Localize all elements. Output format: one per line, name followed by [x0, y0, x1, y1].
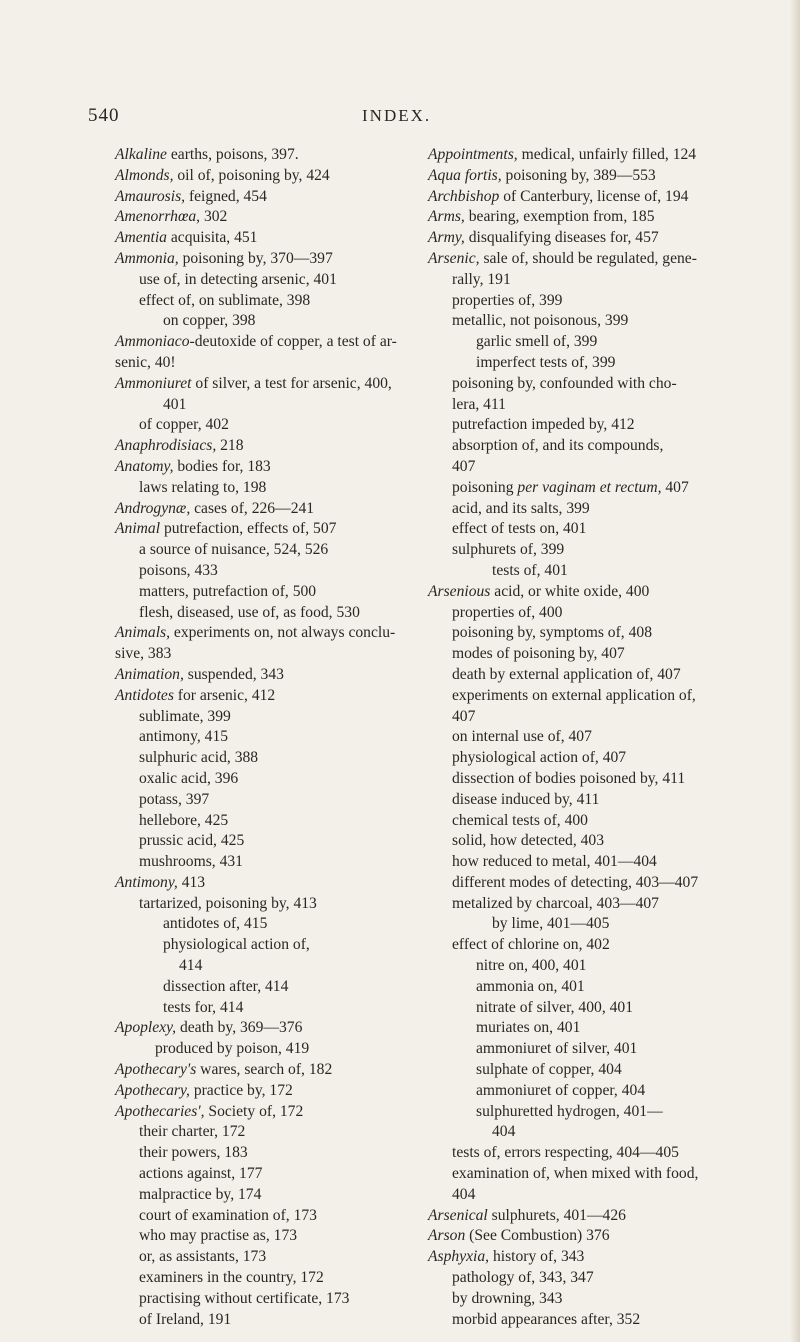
index-entry-text: effect of tests on, 401	[452, 520, 587, 538]
index-column-right	[428, 145, 753, 1330]
index-entry	[115, 1102, 415, 1123]
page-number: 540	[88, 105, 120, 126]
index-entry	[428, 1143, 753, 1164]
index-entry	[115, 790, 415, 811]
index-entry	[115, 457, 415, 478]
index-entry-text: chemical tests of, 400	[452, 811, 588, 829]
index-entry	[115, 374, 415, 395]
index-entry-text: poisoning by, confounded with cho-	[452, 374, 677, 392]
index-entry	[115, 1122, 415, 1143]
index-entry	[115, 353, 415, 374]
index-entry	[115, 1060, 415, 1081]
index-headword: Arsenic,	[428, 249, 480, 267]
index-entry-text: 302	[200, 208, 228, 226]
index-entry-text: potass, 397	[139, 790, 210, 808]
index-entry	[428, 623, 753, 644]
index-entry	[115, 207, 415, 228]
index-entry-text: sulphurets, 401—426	[487, 1206, 626, 1224]
index-headword: Alkaline	[115, 146, 167, 163]
index-entry	[115, 998, 415, 1019]
index-entry-text: examination of, when mixed with food,	[452, 1165, 699, 1183]
index-entry	[428, 1289, 753, 1310]
index-entry-text: medical, unfairly filled, 124	[517, 146, 697, 163]
index-entry	[428, 873, 753, 894]
index-entry	[115, 270, 415, 291]
index-entry	[115, 623, 415, 644]
index-entry-text: oil of, poisoning by, 424	[173, 166, 330, 184]
index-entry-text: a source of nuisance, 524, 526	[139, 541, 329, 559]
index-entry	[115, 1081, 415, 1102]
index-entry-text: flesh, diseased, use of, as food, 530	[139, 603, 360, 621]
index-entry-text: sulphate of copper, 404	[476, 1061, 622, 1079]
index-entry-text: deutoxide of copper, a test of ar-	[194, 333, 397, 351]
index-entry-text: bodies for, 183	[173, 457, 271, 475]
index-entry-text: feigned, 454	[185, 187, 267, 205]
index-headword: Arms,	[428, 208, 465, 226]
index-entry	[115, 291, 415, 312]
index-entry-text: wares, search of, 182	[196, 1061, 333, 1079]
index-headword: Arsenious	[428, 582, 491, 600]
index-entry	[115, 727, 415, 748]
index-entry-text: tests of, errors respecting, 404—405	[452, 1144, 679, 1162]
index-entry-text: oxalic acid, 396	[139, 769, 239, 787]
index-entry	[428, 540, 753, 561]
index-entry	[115, 707, 415, 728]
index-entry-text: of Ireland, 191	[139, 1310, 232, 1328]
index-entry	[428, 811, 753, 832]
index-entry-text: death by external application of, 407	[452, 665, 681, 683]
index-entry-text: 413	[177, 873, 206, 891]
index-entry-text: antimony, 415	[139, 728, 229, 746]
index-headword: Ammoniaco-	[115, 333, 195, 351]
index-entry	[115, 228, 415, 249]
index-entry-text: disease induced by, 411	[452, 790, 600, 808]
index-entry-text: examiners in the country, 172	[139, 1269, 324, 1287]
index-entry-text: pathology of, 343, 347	[452, 1269, 594, 1287]
index-entry-text: sublimate, 399	[139, 707, 231, 725]
index-entry-text: effect of chlorine on, 402	[452, 936, 610, 954]
index-entry-text: nitre on, 400, 401	[476, 957, 587, 975]
index-entry	[428, 187, 753, 208]
index-entry	[428, 707, 753, 728]
index-entry-italic: per vaginam et rectum,	[517, 478, 662, 496]
index-entry-text: experiments on external application of,	[452, 686, 696, 704]
index-entry-text: 407	[452, 457, 476, 475]
index-entry-text: absorption of, and its compounds,	[452, 437, 664, 455]
index-entry-text: garlic smell of, 399	[476, 333, 598, 351]
index-entry-text: properties of, 399	[452, 291, 563, 309]
index-entry	[115, 499, 415, 520]
index-entry	[115, 956, 415, 977]
index-entry	[428, 1060, 753, 1081]
index-entry	[428, 228, 753, 249]
index-headword: Apothecaries',	[115, 1102, 205, 1120]
index-entry	[115, 686, 415, 707]
index-entry-text: modes of poisoning by, 407	[452, 645, 625, 663]
index-entry	[115, 1289, 415, 1310]
index-entry-text: court of examination of, 173	[139, 1206, 317, 1224]
index-entry	[428, 1018, 753, 1039]
index-entry-text: putrefaction impeded by, 412	[452, 416, 635, 434]
index-headword: Aqua fortis,	[428, 166, 502, 184]
index-entry	[115, 873, 415, 894]
index-entry-text: dissection after, 414	[163, 977, 289, 995]
index-headword: Androgynæ,	[115, 499, 191, 517]
index-entry	[428, 914, 753, 935]
index-entry	[115, 1206, 415, 1227]
index-entry-text: sale of, should be regulated, gene-	[479, 249, 697, 267]
index-entry	[115, 478, 415, 499]
index-headword: Anaphrodisiacs,	[115, 437, 217, 455]
index-entry	[115, 665, 415, 686]
index-entry-text: bearing, exemption from, 185	[464, 208, 655, 226]
index-entry-text: sulphuretted hydrogen, 401—	[476, 1102, 663, 1120]
index-entry	[115, 811, 415, 832]
index-entry	[428, 1039, 753, 1060]
index-headword: Arsenical	[428, 1206, 488, 1224]
page-edge-shadow	[790, 0, 800, 1342]
index-entry-text: practising without certificate, 173	[139, 1289, 350, 1307]
index-entry-text: sive, 383	[115, 645, 172, 663]
index-entry	[428, 977, 753, 998]
index-headword: Antidotes	[115, 686, 174, 704]
index-entry-text: death by, 369—376	[176, 1019, 303, 1037]
index-entry-text: senic, 40!	[115, 353, 176, 371]
index-entry	[428, 956, 753, 977]
index-entry-text: disqualifying diseases for, 457	[464, 229, 659, 247]
index-entry-text: 404	[492, 1123, 516, 1141]
index-headword: Antimony,	[115, 873, 178, 891]
index-entry	[428, 353, 753, 374]
index-entry	[428, 686, 753, 707]
index-entry	[115, 249, 415, 270]
index-entry-text: (See Combustion) 376	[465, 1227, 610, 1245]
index-entry	[428, 478, 753, 499]
index-entry	[428, 270, 753, 291]
index-entry	[115, 436, 415, 457]
index-entry-text: ammonia on, 401	[476, 977, 585, 995]
index-entry-text: on copper, 398	[163, 312, 256, 330]
index-headword: Archbishop	[428, 187, 500, 205]
index-entry-text: by drowning, 343	[452, 1289, 563, 1307]
index-entry	[428, 436, 753, 457]
index-entry	[115, 977, 415, 998]
index-entry-text: laws relating to, 198	[139, 478, 267, 496]
index-entry	[428, 1206, 753, 1227]
index-headword: Ammoniuret	[115, 374, 192, 392]
index-entry-text: poisoning by, 370—397	[178, 249, 333, 267]
index-entry	[428, 499, 753, 520]
index-entry	[428, 1081, 753, 1102]
index-entry-text: on internal use of, 407	[452, 728, 592, 746]
index-entry	[428, 790, 753, 811]
index-entry	[428, 644, 753, 665]
index-entry	[428, 1310, 753, 1331]
index-headword: Appointments,	[428, 146, 518, 163]
index-entry-text: produced by poison, 419	[155, 1040, 310, 1058]
index-entry-text: putrefaction, effects of, 507	[160, 520, 337, 538]
index-headword: Apoplexy,	[115, 1019, 177, 1037]
index-entry	[115, 935, 415, 956]
index-entry	[428, 894, 753, 915]
index-entry-text: ammoniuret of copper, 404	[476, 1081, 646, 1099]
index-entry-text: their powers, 183	[139, 1144, 248, 1162]
index-entry-text: cases of, 226—241	[190, 499, 315, 517]
index-entry-text: physiological action of,	[163, 936, 310, 954]
index-entry	[428, 665, 753, 686]
index-entry	[115, 582, 415, 603]
index-entry-text: tartarized, poisoning by, 413	[139, 894, 317, 912]
index-entry	[115, 1143, 415, 1164]
index-entry	[115, 145, 415, 166]
index-entry-text: 218	[216, 437, 244, 455]
index-entry	[115, 166, 415, 187]
index-entry	[115, 1018, 415, 1039]
index-entry	[115, 769, 415, 790]
index-entry	[115, 561, 415, 582]
index-entry	[428, 457, 753, 478]
index-entry-text: lera, 411	[452, 395, 506, 413]
index-entry	[428, 935, 753, 956]
index-entry	[428, 561, 753, 582]
index-entry-text: effect of, on sublimate, 398	[139, 291, 311, 309]
index-entry-text: rally, 191	[452, 270, 511, 288]
index-entry	[428, 145, 753, 166]
index-entry	[428, 769, 753, 790]
index-entry-text: dissection of bodies poisoned by, 411	[452, 769, 686, 787]
index-entry-text: tests for, 414	[163, 998, 244, 1016]
index-entry	[115, 894, 415, 915]
index-entry	[428, 1247, 753, 1268]
index-entry	[428, 1268, 753, 1289]
index-entry-text: poisoning by, symptoms of, 408	[452, 624, 652, 642]
index-entry	[428, 603, 753, 624]
index-entry-text: muriates on, 401	[476, 1019, 581, 1037]
index-entry-text: metalized by charcoal, 403—407	[452, 894, 659, 912]
index-entry	[115, 644, 415, 665]
index-entry-text: poisoning by, 389—553	[501, 166, 656, 184]
index-entry-text: who may practise as, 173	[139, 1227, 298, 1245]
index-entry-text: of silver, a test for arsenic, 400,	[191, 374, 392, 392]
index-entry-text: or, as assistants, 173	[139, 1248, 267, 1266]
index-entry-text: their charter, 172	[139, 1123, 246, 1141]
index-entry	[115, 831, 415, 852]
index-entry-text: use of, in detecting arsenic, 401	[139, 270, 337, 288]
index-headword: Amaurosis,	[115, 187, 186, 205]
index-entry	[115, 1268, 415, 1289]
index-entry	[428, 852, 753, 873]
index-entry	[428, 332, 753, 353]
index-entry	[428, 727, 753, 748]
index-entry	[115, 914, 415, 935]
index-entry-text: hellebore, 425	[139, 811, 229, 829]
index-entry-text: physiological action of, 407	[452, 749, 627, 767]
index-entry-text: sulphuric acid, 388	[139, 749, 259, 767]
index-entry-text: 407	[452, 707, 476, 725]
index-entry-text: suspended, 343	[183, 665, 284, 683]
index-entry	[428, 207, 753, 228]
index-entry	[115, 187, 415, 208]
index-entry-text: poisons, 433	[139, 561, 218, 579]
index-entry	[115, 748, 415, 769]
index-entry-text: nitrate of silver, 400, 401	[476, 998, 634, 1016]
index-entry	[428, 748, 753, 769]
index-entry-text: Society of, 172	[204, 1102, 304, 1120]
index-entry-text: poisoning	[452, 478, 518, 496]
index-entry	[428, 166, 753, 187]
index-entry-text: imperfect tests of, 399	[476, 353, 616, 371]
index-entry-text: acid, or white oxide, 400	[490, 582, 650, 600]
index-entry-text: properties of, 400	[452, 603, 563, 621]
index-entry	[115, 540, 415, 561]
index-headword: Apothecary,	[115, 1081, 190, 1099]
index-entry-text: different modes of detecting, 403—407	[452, 873, 699, 891]
index-entry-text: acquisita, 451	[166, 229, 258, 247]
index-entry-text: malpractice by, 174	[139, 1185, 262, 1203]
index-headword: Army,	[428, 229, 465, 247]
index-entry-text: solid, how detected, 403	[452, 832, 605, 850]
index-entry-text: actions against, 177	[139, 1165, 263, 1183]
index-headword: Ammonia,	[115, 249, 179, 267]
index-headword: Arson	[428, 1227, 466, 1245]
index-entry	[428, 1122, 753, 1143]
index-entry	[428, 1226, 753, 1247]
index-entry-text: ammoniuret of silver, 401	[476, 1040, 638, 1058]
index-entry	[115, 1039, 415, 1060]
index-entry-text: of Canterbury, license of, 194	[499, 187, 689, 205]
index-entry-tail: 407	[661, 478, 689, 496]
index-entry-text: by lime, 401—405	[492, 915, 610, 933]
index-headword: Amentia	[115, 229, 167, 247]
index-column-left	[115, 145, 415, 1330]
index-entry	[115, 1310, 415, 1331]
index-entry	[428, 1102, 753, 1123]
index-entry	[115, 852, 415, 873]
index-entry	[428, 311, 753, 332]
index-headword: Anatomy,	[115, 457, 174, 475]
index-entry	[428, 519, 753, 540]
index-headword: Animal	[115, 520, 161, 538]
index-entry-text: for arsenic, 412	[173, 686, 276, 704]
index-entry	[428, 582, 753, 603]
index-entry	[115, 311, 415, 332]
page-header	[0, 105, 800, 131]
index-entry	[428, 291, 753, 312]
index-entry	[115, 1164, 415, 1185]
index-entry-text: 401	[163, 395, 187, 413]
index-entry-text: experiments on, not always conclu-	[170, 624, 396, 642]
index-entry-text: matters, putrefaction of, 500	[139, 582, 317, 600]
index-entry	[428, 831, 753, 852]
index-entry-text: tests of, 401	[492, 561, 568, 579]
index-entry	[115, 1247, 415, 1268]
index-entry	[428, 395, 753, 416]
index-headword: Asphyxia,	[428, 1248, 490, 1266]
index-headword: Animation,	[115, 665, 184, 683]
index-entry	[115, 603, 415, 624]
index-entry-text: antidotes of, 415	[163, 915, 268, 933]
index-entry	[115, 415, 415, 436]
index-entry-text: 414	[179, 957, 203, 975]
index-entry-text: prussic acid, 425	[139, 832, 245, 850]
running-head: INDEX.	[362, 106, 432, 125]
index-entry	[428, 374, 753, 395]
index-entry	[428, 249, 753, 270]
index-entry-text: sulphurets of, 399	[452, 541, 565, 559]
index-entry-text: earths, poisons, 397.	[166, 146, 299, 163]
index-headword: Amenorrhœa,	[115, 208, 201, 226]
index-entry-text: of copper, 402	[139, 416, 229, 434]
index-entry	[428, 415, 753, 436]
index-entry	[115, 519, 415, 540]
index-headword: Animals,	[115, 624, 171, 642]
index-entry-text: metallic, not poisonous, 399	[452, 312, 629, 330]
index-headword: Apothecary's	[115, 1061, 197, 1079]
index-entry-text: practice by, 172	[189, 1081, 293, 1099]
index-entry-text: morbid appearances after, 352	[452, 1310, 641, 1328]
index-entry	[115, 395, 415, 416]
index-entry-text: 404	[452, 1185, 476, 1203]
index-entry	[115, 1226, 415, 1247]
index-headword: Almonds,	[115, 166, 174, 184]
index-entry-text: how reduced to metal, 401—404	[452, 853, 657, 871]
index-entry-text: acid, and its salts, 399	[452, 499, 590, 517]
index-entry	[115, 332, 415, 353]
index-entry	[428, 1185, 753, 1206]
index-entry-text: history of, 343	[489, 1248, 585, 1266]
index-entry	[115, 1185, 415, 1206]
index-entry	[428, 998, 753, 1019]
index-entry-text: mushrooms, 431	[139, 853, 243, 871]
index-entry	[428, 1164, 753, 1185]
